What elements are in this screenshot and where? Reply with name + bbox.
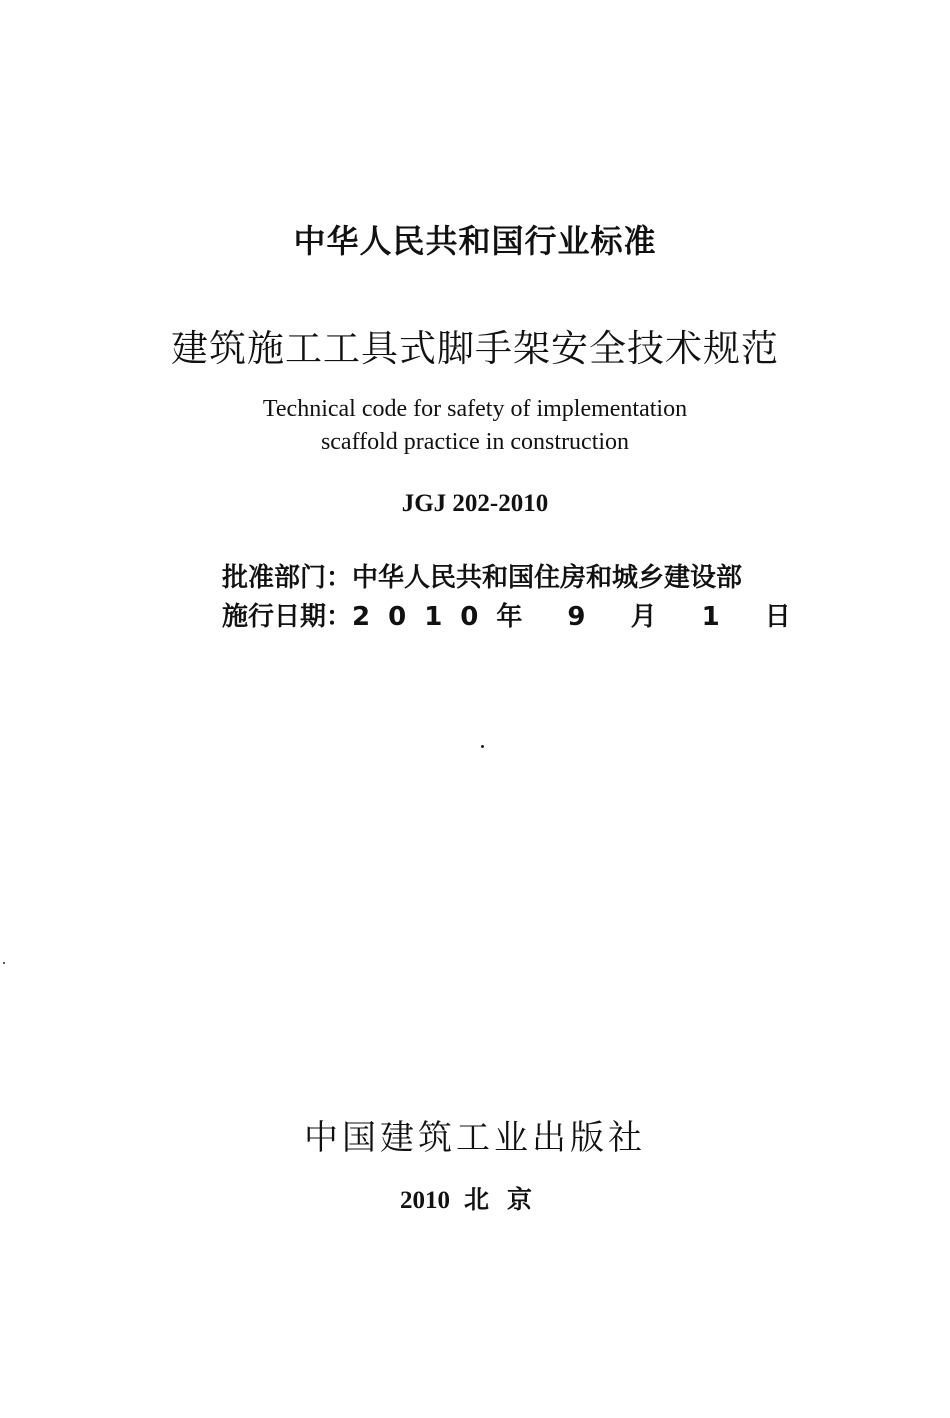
effective-date-row: [222, 596, 809, 633]
publisher-name: 中国建筑工业出版社: [304, 1118, 646, 1158]
english-title-line-1: Technical code for safety of implementation: [262, 396, 688, 422]
standard-code-number: JGJ 202-2010: [401, 490, 549, 517]
chinese-title: 建筑施工工具式脚手架安全技术规范: [171, 327, 779, 370]
imprint: [0, 1180, 950, 1216]
imprint-year: 2010: [399, 1187, 450, 1214]
imprint-city: 北京: [463, 1185, 550, 1214]
approval-row: [222, 557, 742, 594]
approval-label: 批准部门：: [222, 563, 353, 593]
standard-category: 中华人民共和国行业标准: [293, 222, 657, 260]
effective-date-label: 施行日期：: [222, 602, 353, 632]
effective-date-value: 2010年 9 月 1 日: [352, 602, 809, 632]
approval-value: 中华人民共和国住房和城乡建设部: [352, 563, 743, 593]
scan-speck: [3, 962, 5, 964]
scan-speck: [481, 745, 484, 748]
english-title-line-2: scaffold practice in construction: [320, 429, 630, 455]
